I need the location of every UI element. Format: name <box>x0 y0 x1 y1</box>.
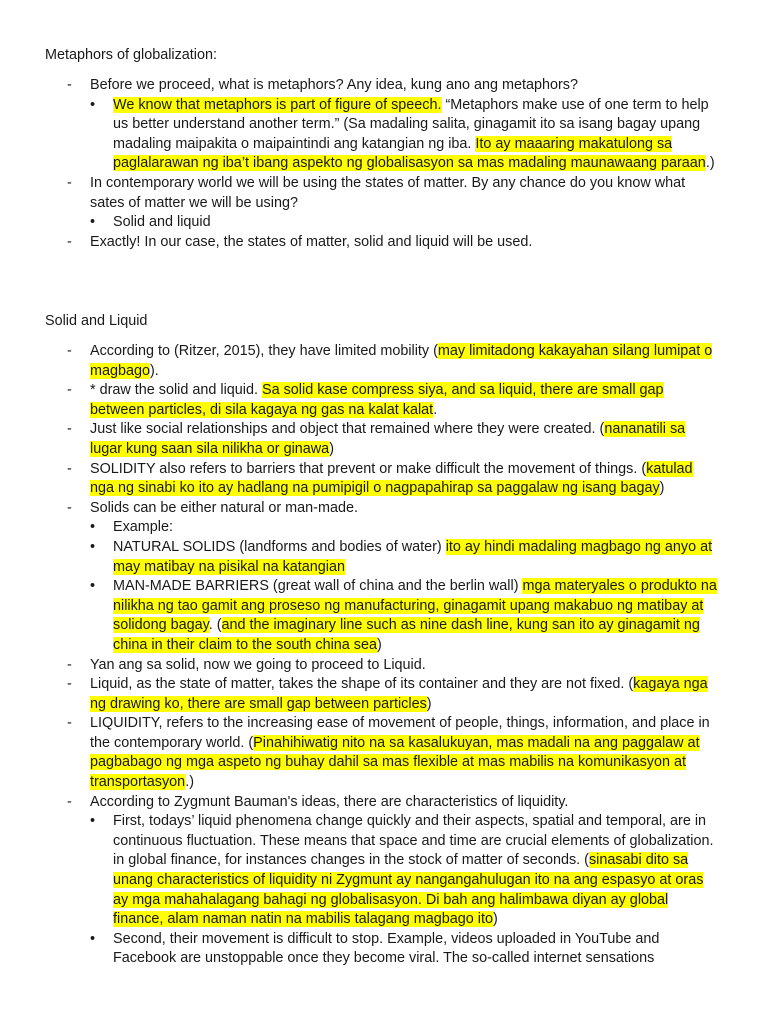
highlighted-text: mga materyales o produkto na nilikha ng tao gamit ang proseso ng manufacturing, ginagamit upang makabuo ng matibay at solidong bagay <box>113 578 717 634</box>
highlighted-text: Sa solid kase compress siya, and sa liquid, there are small gap between particles, di sila kagaya ng gas na kalat kalat <box>90 382 664 418</box>
bullet-marker: • <box>90 813 96 830</box>
dash-marker: - <box>67 499 72 516</box>
text-run: Exactly! In our case, the states of matter, solid and liquid will be used. <box>90 233 533 250</box>
list-item <box>0 420 720 459</box>
dash-marker: - <box>67 421 72 438</box>
list-item <box>0 499 720 519</box>
text-run: Solid and liquid <box>113 214 211 231</box>
text-run: ) <box>376 636 382 653</box>
bullet-marker: • <box>90 214 96 231</box>
highlighted-text: and the imaginary line such as nine dash line, kung san ito ay ginagamit ng china in their claim to the south china sea <box>113 617 700 653</box>
section-body-metaphors <box>0 76 768 252</box>
text-run: ). <box>150 362 159 379</box>
text-run: SOLIDITY also refers to barriers that prevent or make difficult the movement of things. ( <box>90 460 647 477</box>
highlighted-text: nananatili sa lugar kung saan sila nilikha or ginawa <box>90 421 686 457</box>
text-run: Just like social relationships and object that remained where they were created. ( <box>90 421 605 438</box>
dash-marker: - <box>67 793 72 810</box>
sub-list-item <box>0 812 720 930</box>
text-run: ) <box>329 440 334 457</box>
text-run: Before we proceed, what is metaphors? Any idea, kung ano ang metaphors? <box>90 77 578 93</box>
highlighted-text: Pinahihiwatig nito na sa kasalukuyan, mas madali na ang paggalaw at pagbabago ng mga aspeto ng buhay dahil sa mas flexible at mas mabilis na komunikasyon at transportasyon <box>90 734 700 791</box>
text-run: .) <box>185 774 194 791</box>
dash-marker: - <box>67 676 72 693</box>
text-run: Yan ang sa solid, now we going to proceed to Liquid. <box>90 656 426 673</box>
list-item <box>0 342 720 381</box>
text-run: ) <box>659 480 665 497</box>
section-heading-solid-and-liquid: Solid and Liquid <box>45 313 148 329</box>
list-item <box>0 460 720 499</box>
text-run: .) <box>705 155 715 172</box>
sub-list-item <box>0 538 720 577</box>
sub-list-item <box>0 213 720 233</box>
list-item <box>0 76 720 96</box>
highlighted-text: We know that metaphors is part of figure of speech. <box>113 96 442 113</box>
text-run: ) <box>493 911 498 928</box>
bullet-marker: • <box>90 519 96 536</box>
highlighted-text: sinasabi dito sa unang characteristics of liquidity ni Zygmunt ay nangangahulugan ito na ang espasyo at oras ay mga mahahalagang bahagi ng globalisasyon. Di bah ang halimbawa diyan ay global finance, alam naman natin na mabilis talagang magbago ito <box>113 852 704 928</box>
dash-marker: - <box>67 174 72 191</box>
text-run: MAN-MADE BARRIERS (great wall of china and the berlin wall) <box>113 578 523 595</box>
section-body-solid-and-liquid <box>0 342 768 969</box>
list-item <box>0 793 720 813</box>
list-item <box>0 233 720 253</box>
bullet-marker: • <box>90 538 96 555</box>
dash-marker: - <box>67 656 72 673</box>
list-item <box>0 675 720 714</box>
text-run: . ( <box>208 617 222 634</box>
text-run: Second, their movement is difficult to stop. Example, videos uploaded in YouTube and Facebook are unstoppable once they become viral. The so-called internet sensations <box>113 930 660 967</box>
section-heading-metaphors: Metaphors of globalization: <box>45 47 217 63</box>
list-item <box>0 656 720 676</box>
text-run: According to Zygmunt Bauman's ideas, there are characteristics of liquidity. <box>90 793 569 810</box>
dash-marker: - <box>67 382 72 399</box>
bullet-marker: • <box>90 96 96 113</box>
bullet-marker: • <box>90 930 96 947</box>
text-run: * draw the solid and liquid. <box>90 382 262 399</box>
dash-marker: - <box>67 233 72 250</box>
highlighted-text: katulad nga ng sinabi ko ito ay hadlang na pumipigil o nagpapahirap sa paggalaw ng isang bagay <box>90 460 693 497</box>
list-item <box>0 174 720 213</box>
list-item <box>0 381 720 420</box>
highlighted-text: Ito ay maaaring makatulong sa paglalarawan ng iba’t ibang aspekto ng globalisasyon sa mas madaling maunawaang paraan <box>113 135 706 172</box>
highlighted-text: ito ay hindi madaling magbago ng anyo at may matibay na pisikal na katangian <box>113 538 713 575</box>
text-run: ) <box>426 695 432 712</box>
sub-list-item <box>0 518 720 538</box>
text-run: LIQUIDITY, refers to the increasing ease of movement of people, things, information, and place in the contemporary world. ( <box>90 715 710 751</box>
text-run: . <box>433 401 438 418</box>
text-run: In contemporary world we will be using the states of matter. By any chance do you know what sates of matter we will be using? <box>90 174 686 211</box>
dash-marker: - <box>67 715 72 732</box>
bullet-marker: • <box>90 578 96 595</box>
sub-list-item <box>0 930 720 969</box>
sub-list-item <box>0 96 720 174</box>
list-item <box>0 714 720 792</box>
highlighted-text: may limitadong kakayahan silang lumipat o magbago <box>90 343 713 379</box>
text-run: Example: <box>113 519 173 536</box>
text-run: “Metaphors make use of one term to help us better understand another term.” (Sa madaling salita, ginagamit ito sa isang bagay upang madaling maipakita o maipaintindi ang katangian ng iba. <box>113 96 709 152</box>
text-run: Liquid, as the state of matter, takes the shape of its container and they are not fixed. ( <box>90 676 634 693</box>
sub-list-item <box>0 577 720 655</box>
dash-marker: - <box>67 460 72 477</box>
text-run: NATURAL SOLIDS (landforms and bodies of water) <box>113 538 446 555</box>
text-run: Solids can be either natural or man-made. <box>90 499 358 516</box>
text-run: First, todays’ liquid phenomena change quickly and their aspects, spatial and temporal, are in continuous fluctuation. These means that space and time are crucial elements of globalization. in global finance, for instances changes in the stock of matter of seconds. ( <box>113 813 714 869</box>
highlighted-text: kagaya nga ng drawing ko, there are small gap between particles <box>90 676 708 712</box>
dash-marker: - <box>67 343 72 359</box>
text-run: According to (Ritzer, 2015), they have limited mobility ( <box>90 343 438 359</box>
dash-marker: - <box>67 77 72 93</box>
